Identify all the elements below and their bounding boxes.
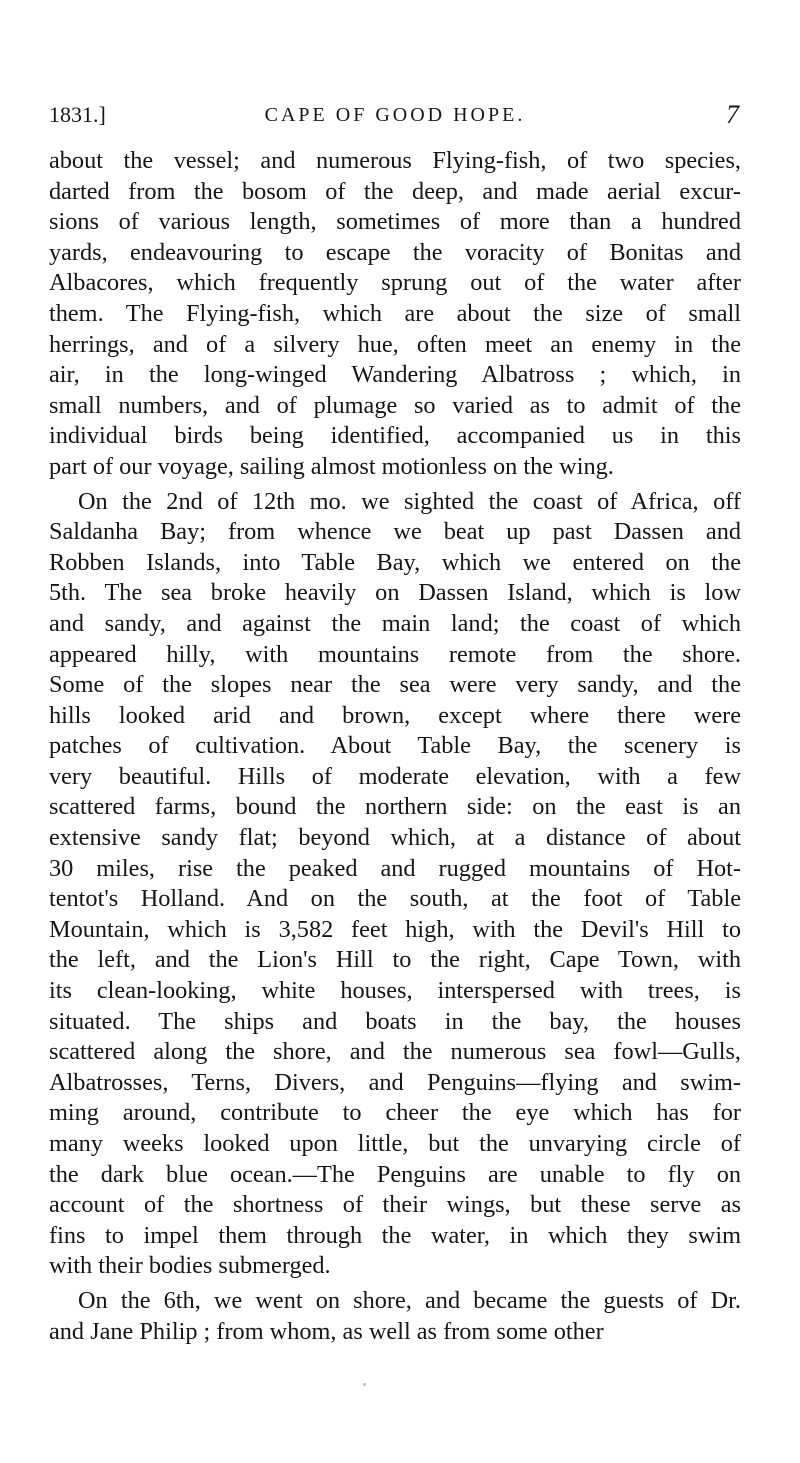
text-line: and Jane Philip ; from whom, as well as from some other [49, 1317, 604, 1345]
text-line: On the 2nd of 12th mo. we sighted the coast of Africa, off [78, 487, 741, 515]
text-line: ming around, contribute to cheer the eye which has for [49, 1099, 741, 1127]
text-line: sions of various length, sometimes of more than a hundred [49, 208, 741, 236]
text-line: scattered along the shore, and the numerous sea fowl—Gulls, [49, 1038, 741, 1066]
paragraph [49, 487, 741, 1282]
text-line: very beautiful. Hills of moderate elevation, with a few [49, 762, 741, 790]
text-line: scattered farms, bound the northern side: on the east is an [49, 793, 741, 821]
body-text [49, 146, 741, 1347]
text-line: its clean-looking, white houses, interspersed with trees, is [49, 977, 741, 1005]
paragraph [49, 1286, 741, 1347]
text-line: Mountain, which is 3,582 feet high, with the Devil's Hill to [49, 915, 741, 943]
text-line: On the 6th, we went on shore, and became the guests of Dr. [78, 1286, 741, 1314]
text-line: fins to impel them through the water, in which they swim [49, 1221, 741, 1249]
paper-speck [363, 1383, 366, 1386]
text-line: Albatrosses, Terns, Divers, and Penguins—flying and swim- [49, 1068, 741, 1096]
text-line: patches of cultivation. About Table Bay, the scenery is [49, 732, 741, 760]
text-line: appeared hilly, with mountains remote from the shore. [49, 640, 741, 668]
text-line: part of our voyage, sailing almost motionless on the wing. [49, 452, 614, 480]
text-line: the left, and the Lion's Hill to the right, Cape Town, with [49, 946, 741, 974]
text-line: Saldanha Bay; from whence we beat up past Dassen and [49, 518, 741, 546]
text-line: many weeks looked upon little, but the unvarying circle of [49, 1130, 741, 1157]
text-line: hills looked arid and brown, except where there were [49, 701, 741, 729]
running-head-title: CAPE OF GOOD HOPE. [264, 104, 526, 126]
text-line: individual birds being identified, accompanied us in this [49, 422, 741, 450]
text-line: extensive sandy flat; beyond which, at a distance of about [49, 824, 741, 852]
text-line: small numbers, and of plumage so varied as to admit of the [49, 391, 741, 419]
text-line: air, in the long-winged Wandering Albatross ; which, in [49, 361, 741, 389]
text-line: the dark blue ocean.—The Penguins are unable to fly on [49, 1160, 741, 1188]
text-line: 5th. The sea broke heavily on Dassen Island, which is low [49, 579, 741, 607]
text-line: account of the shortness of their wings, but these serve as [49, 1191, 741, 1219]
paragraph [49, 146, 741, 483]
page-number: 7 [726, 100, 739, 129]
text-line: Some of the slopes near the sea were very sandy, and the [49, 671, 741, 699]
text-line: them. The Flying-fish, which are about the size of small [49, 299, 741, 327]
text-line: with their bodies submerged. [49, 1252, 331, 1280]
text-line: Albacores, which frequently sprung out of the water after [49, 269, 741, 297]
text-line: darted from the bosom of the deep, and made aerial excur- [49, 177, 741, 205]
text-line: and sandy, and against the main land; the coast of which [49, 609, 741, 637]
text-line: about the vessel; and numerous Flying-fish, of two species, [49, 147, 741, 174]
text-line: 30 miles, rise the peaked and rugged mountains of Hot- [49, 854, 741, 882]
text-line: Robben Islands, into Table Bay, which we entered on the [49, 548, 741, 576]
text-line: herrings, and of a silvery hue, often meet an enemy in the [49, 330, 741, 358]
text-line: situated. The ships and boats in the bay, the houses [49, 1007, 741, 1035]
text-line: yards, endeavouring to escape the voracity of Bonitas and [49, 238, 741, 266]
running-head-year: 1831.] [49, 102, 106, 127]
running-head [49, 100, 741, 130]
text-line: tentot's Holland. And on the south, at the foot of Table [49, 885, 741, 913]
